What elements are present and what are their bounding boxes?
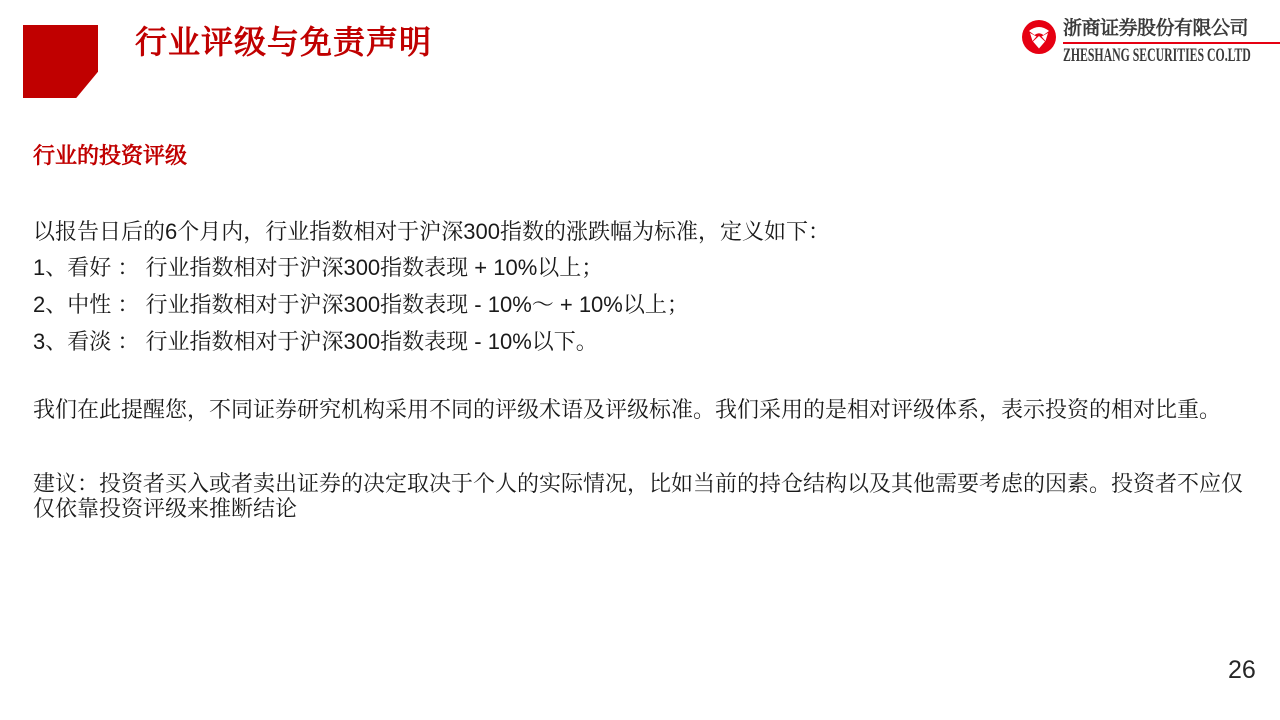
intro-paragraph: 以报告日后的6个月内，行业指数相对于沪深300指数的涨跌幅为标准，定义如下：	[33, 219, 830, 244]
section-title: 行业的投资评级	[33, 143, 188, 168]
slide-title: 行业评级与免责声明	[135, 24, 433, 60]
rating-item-negative: 3、看淡 ： 行业指数相对于沪深300指数表现 - 10%以下。	[33, 329, 598, 354]
note-paragraph: 我们在此提醒您，不同证券研究机构采用不同的评级术语及评级标准。我们采用的是相对评级体系，表示投资的相对比重。	[33, 397, 1222, 422]
zheshang-logo-icon	[1022, 20, 1056, 54]
company-name-en: ZHESHANG SECURITIES CO.LTD	[1063, 45, 1251, 66]
company-logo-text	[1063, 18, 1280, 66]
rating-item-neutral: 2、中性 ： 行业指数相对于沪深300指数表现 - 10%～ + 10%以上；	[33, 292, 689, 317]
company-logo	[1022, 18, 1280, 66]
company-name-cn: 浙商证券股份有限公司	[1063, 18, 1280, 44]
suggestion-paragraph: 建议：投资者买入或者卖出证券的决定取决于个人的实际情况，比如当前的持仓结构以及其他需要考虑的因素。投资者不应仅仅依靠投资评级来推断结论	[33, 471, 1244, 521]
page-number: 26	[1228, 656, 1256, 684]
corner-accent-shape	[23, 25, 98, 98]
rating-item-positive: 1、看好 ： 行业指数相对于沪深300指数表现 + 10%以上；	[33, 255, 604, 280]
